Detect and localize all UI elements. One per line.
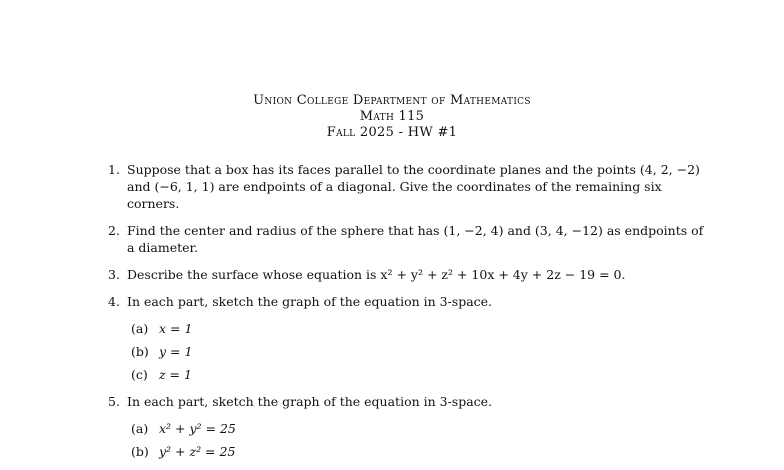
problem-list xyxy=(108,161,708,470)
problem-number: 4. xyxy=(108,294,120,309)
part-equation: x² + y² = 25 xyxy=(158,421,236,436)
part-b xyxy=(131,443,708,460)
problem-number: 1. xyxy=(108,162,120,177)
problem-5 xyxy=(108,393,708,460)
part-label: (b) xyxy=(131,344,149,359)
part-b xyxy=(131,343,708,360)
part-c xyxy=(131,366,708,383)
problem-number: 5. xyxy=(108,394,120,409)
problem-text: Find the center and radius of the sphere that has (1, −2, 4) and (3, 4, −12) as endpoints of a diameter. xyxy=(127,223,704,255)
part-label: (a) xyxy=(131,321,149,336)
problem-1 xyxy=(108,161,708,212)
part-a xyxy=(131,320,708,337)
problem-parts xyxy=(131,420,708,460)
part-equation: z = 1 xyxy=(158,367,192,382)
document-header xyxy=(0,93,784,141)
problem-text: In each part, sketch the graph of the equation in 3-space. xyxy=(127,394,493,409)
problem-number: 3. xyxy=(108,267,120,282)
part-equation: y = 1 xyxy=(158,344,193,359)
problem-number: 2. xyxy=(108,223,120,238)
assignment-line: Fall 2025 - HW #1 xyxy=(326,125,458,140)
problem-parts xyxy=(131,320,708,383)
institution-line: Union College Department of Mathematics xyxy=(253,93,531,108)
course-line: Math 115 xyxy=(359,109,425,124)
problem-text: Describe the surface whose equation is x² + y² + z² + 10x + 4y + 2z − 19 = 0. xyxy=(127,267,626,282)
part-label: (a) xyxy=(131,421,149,436)
problem-text: Suppose that a box has its faces parallel to the coordinate planes and the points (4, 2, −2) and (−6, 1, 1) are endpoints of a diagonal. Give the coordinates of the remaining six corners. xyxy=(127,162,700,211)
part-label: (b) xyxy=(131,444,149,459)
part-equation: y² + z² = 25 xyxy=(158,444,236,459)
problem-3 xyxy=(108,266,708,283)
part-a xyxy=(131,420,708,437)
problem-4 xyxy=(108,293,708,383)
problem-text: In each part, sketch the graph of the equation in 3-space. xyxy=(127,294,493,309)
part-equation: x = 1 xyxy=(158,321,193,336)
problem-2 xyxy=(108,222,708,256)
part-label: (c) xyxy=(131,367,148,382)
